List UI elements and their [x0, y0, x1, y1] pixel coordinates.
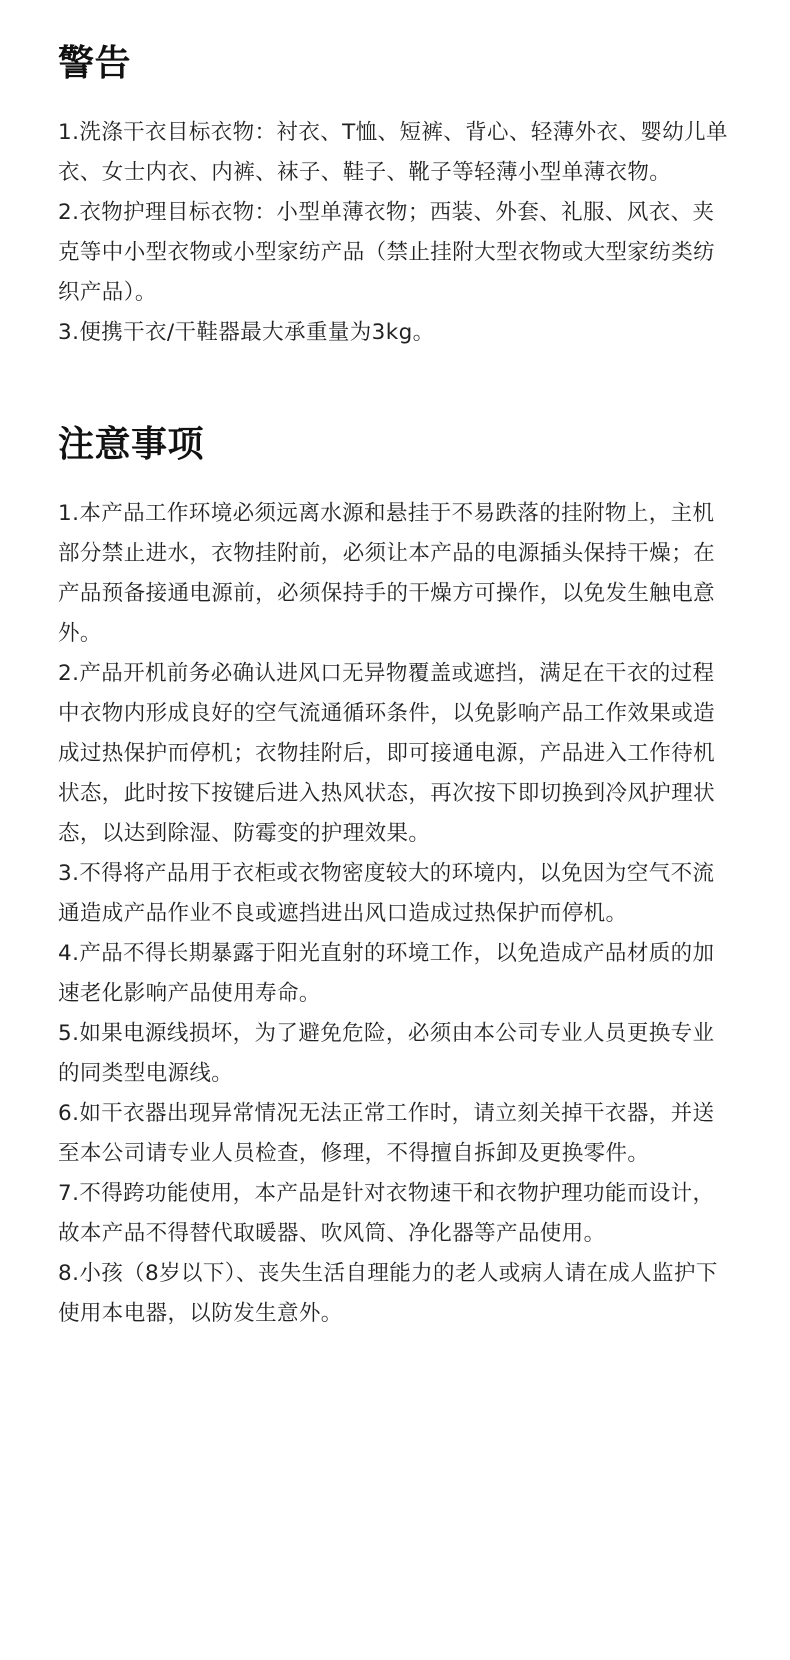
warning-item: 1.洗涤干衣目标衣物：衬衣、T恤、短裤、背心、轻薄外衣、婴幼儿单衣、女士内衣、内裤、袜子、鞋子、靴子等轻薄小型单薄衣物。: [58, 120, 728, 186]
notes-item: 5.如果电源线损坏，为了避免危险，必须由本公司专业人员更换专业的同类型电源线。: [58, 1021, 715, 1087]
notes-item: 6.如干衣器出现异常情况无法正常工作时，请立刻关掉干衣器，并送至本公司请专业人员检查，修理，不得擅自拆卸及更换零件。: [58, 1101, 715, 1167]
warning-list: [58, 113, 734, 353]
notes-item: 4.产品不得长期暴露于阳光直射的环境工作，以免造成产品材质的加速老化影响产品使用寿命。: [58, 941, 715, 1007]
notes-item: 2.产品开机前务必确认进风口无异物覆盖或遮挡，满足在干衣的过程中衣物内形成良好的空气流通循环条件，以免影响产品工作效果或造成过热保护而停机；衣物挂附后，即可接通电源，产品进入工作待机状态，此时按下按键后进入热风状态，再次按下即切换到冷风护理状态，以达到除湿、防霉变的护理效果。: [58, 661, 716, 847]
notes-heading: 注意事项: [58, 424, 205, 466]
notes-item: 3.不得将产品用于衣柜或衣物密度较大的环境内，以免因为空气不流通造成产品作业不良或遮挡进出风口造成过热保护而停机。: [58, 861, 715, 927]
notes-item: 7.不得跨功能使用，本产品是针对衣物速干和衣物护理功能而设计，故本产品不得替代取暖器、吹风筒、净化器等产品使用。: [58, 1181, 715, 1247]
notes-item: 1.本产品工作环境必须远离水源和悬挂于不易跌落的挂附物上，主机部分禁止进水，衣物挂附前，必须让本产品的电源插头保持干燥；在产品预备接通电源前，必须保持手的干燥方可操作，以免发生触电意外。: [58, 501, 716, 647]
notes-item: 8.小孩（8岁以下）、丧失生活自理能力的老人或病人请在成人监护下使用本电器，以防发生意外。: [58, 1261, 718, 1327]
warning-item: 3.便携干衣/干鞋器最大承重量为3kg。: [58, 320, 435, 346]
warning-heading: 警告: [58, 43, 132, 84]
notes-list: [58, 494, 734, 1334]
warning-item: 2.衣物护理目标衣物：小型单薄衣物；西装、外套、礼服、风衣、夹克等中小型衣物或小型家纺产品（禁止挂附大型衣物或大型家纺类纺织产品）。: [58, 200, 716, 306]
